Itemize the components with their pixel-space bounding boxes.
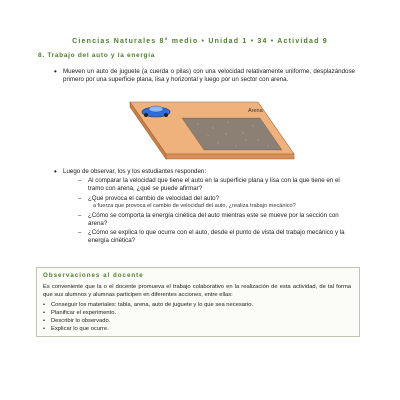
teacher-notes-item: • Conseguir los materiales: tabla, arena, auto de juguete y lo que sea necesario. [51, 302, 253, 310]
board-front [166, 154, 294, 159]
teacher-notes-item: • Planificar el experimento. [51, 310, 116, 318]
teacher-notes-item: • Describir lo observado. [51, 318, 110, 326]
activity-intro: • Luego de observar, los y los estudiantes responden: [63, 168, 355, 176]
question-1: – Al comparar la velocidad que tiene el auto en la superficie plana y lisa con la que tiene en el tramo con arena, ¿qué se puede afirmar? [88, 177, 353, 194]
section-title: 8. Trabajo del auto y la energía [38, 52, 156, 59]
question-3: – ¿Cómo se comporta la energía cinética del auto mientras este se mueve por la sección con arena? [88, 212, 353, 229]
intro-paragraph: • Mueven un auto de juguete (a cuerda o pilas) con una velocidad relativamente uniforme, desplazándose primero por una superficie plana, lisa y horizontal y luego por un sector con arena. [63, 68, 355, 85]
page-header: Ciencias Naturales 8° medio • Unidad 1 • 34 • Actividad 9 [72, 38, 328, 45]
question-4: – ¿Cómo se explica lo que ocurre con el auto, desde el punto de vista del trabajo mecánico y la energía cinética? [88, 229, 353, 246]
teacher-notes-text: Es conveniente que la o el docente promueva el trabajo colaborativo en la realización de esta actividad, de tal forma que sus alumnos y alumnas participen en diferentes acciones, entre ellas: [43, 284, 351, 298]
teacher-notes-item: • Explicar lo que ocurre. [51, 326, 109, 334]
question-2: – ¿Qué provoca el cambio de velocidad del auto? [88, 195, 353, 203]
experiment-diagram [118, 88, 298, 168]
teacher-notes-box [36, 267, 360, 337]
sand-label: Arena [248, 108, 263, 114]
question-2-note: a fuerza que provoca el cambio de velocidad del auto, ¿realiza trabajo mecánico? [93, 203, 296, 209]
teacher-notes-title: Observaciones al docente [43, 272, 144, 279]
